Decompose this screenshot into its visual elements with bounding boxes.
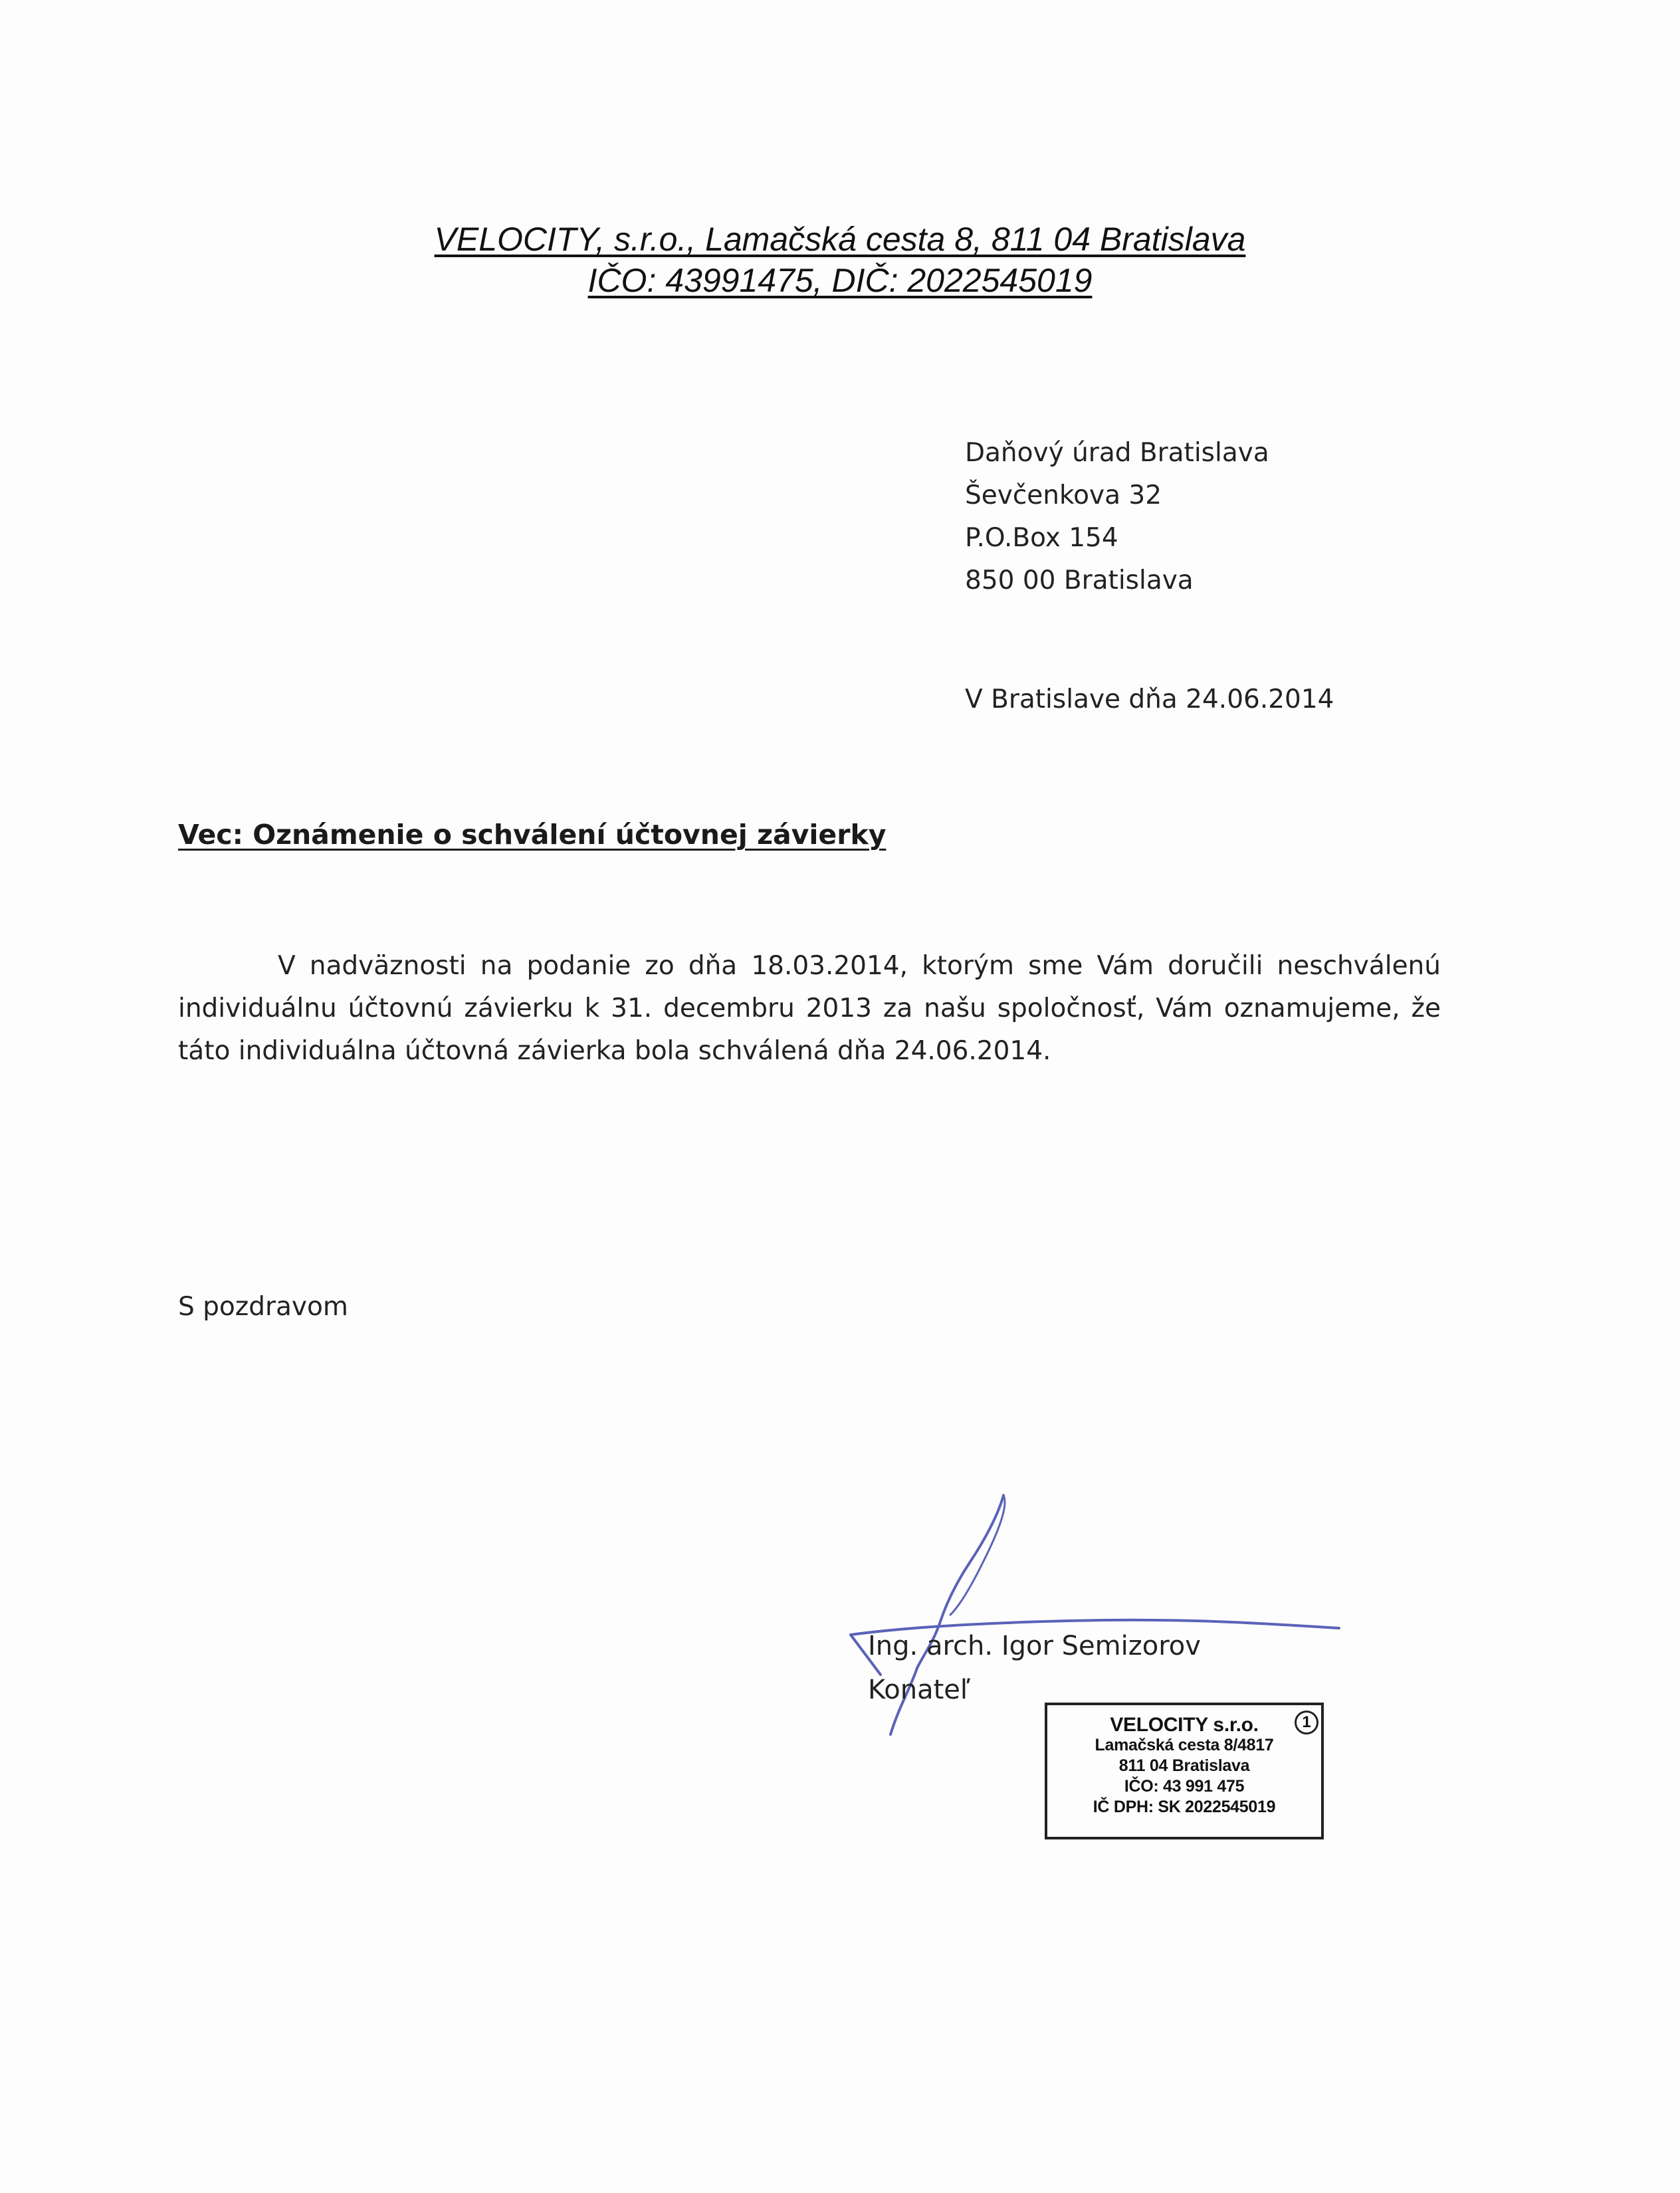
letter-closing: S pozdravom — [178, 1292, 348, 1322]
signer-role: Konateľ — [868, 1675, 970, 1705]
recipient-street: Ševčenkova 32 — [965, 480, 1162, 510]
stamp-icdph: IČ DPH: SK 2022545019 — [1093, 1798, 1276, 1816]
letterhead-ids — [0, 261, 1680, 300]
stamp-street: Lamačská cesta 8/4817 — [1095, 1736, 1274, 1754]
letter-body: V nadväznosti na podanie zo dňa 18.03.2014, ktorým sme Vám doručili neschválenú individuálnu účtovnú závierku k 31. decembru 2013 za našu spoločnosť, Vám oznamujeme, že táto individuálna účtovná závierka bola schválená dňa 24.06.2014. — [178, 951, 1441, 1066]
recipient-city: 850 00 Bratislava — [965, 566, 1194, 595]
letter-date: V Bratislave dňa 24.06.2014 — [965, 684, 1334, 714]
recipient-pobox: P.O.Box 154 — [965, 523, 1118, 553]
company-stamp — [1045, 1703, 1324, 1839]
letterhead-ids-text: IČO: 43991475, DIČ: 2022545019 — [587, 262, 1093, 299]
recipient-name: Daňový úrad Bratislava — [965, 438, 1269, 468]
stamp-city: 811 04 Bratislava — [1118, 1756, 1250, 1775]
letterhead-address-text: VELOCITY, s.r.o., Lamačská cesta 8, 811 04 Bratislava — [434, 221, 1246, 258]
letter-subject: Vec: Oznámenie o schválení účtovnej závierky — [178, 819, 887, 851]
letterhead-address — [0, 219, 1680, 259]
stamp-company: VELOCITY s.r.o. — [1110, 1714, 1259, 1736]
stamp-ico: IČO: 43 991 475 — [1124, 1777, 1245, 1796]
signer-name: Ing. arch. Igor Semizorov — [868, 1631, 1201, 1661]
stamp-number: 1 — [1295, 1711, 1318, 1734]
